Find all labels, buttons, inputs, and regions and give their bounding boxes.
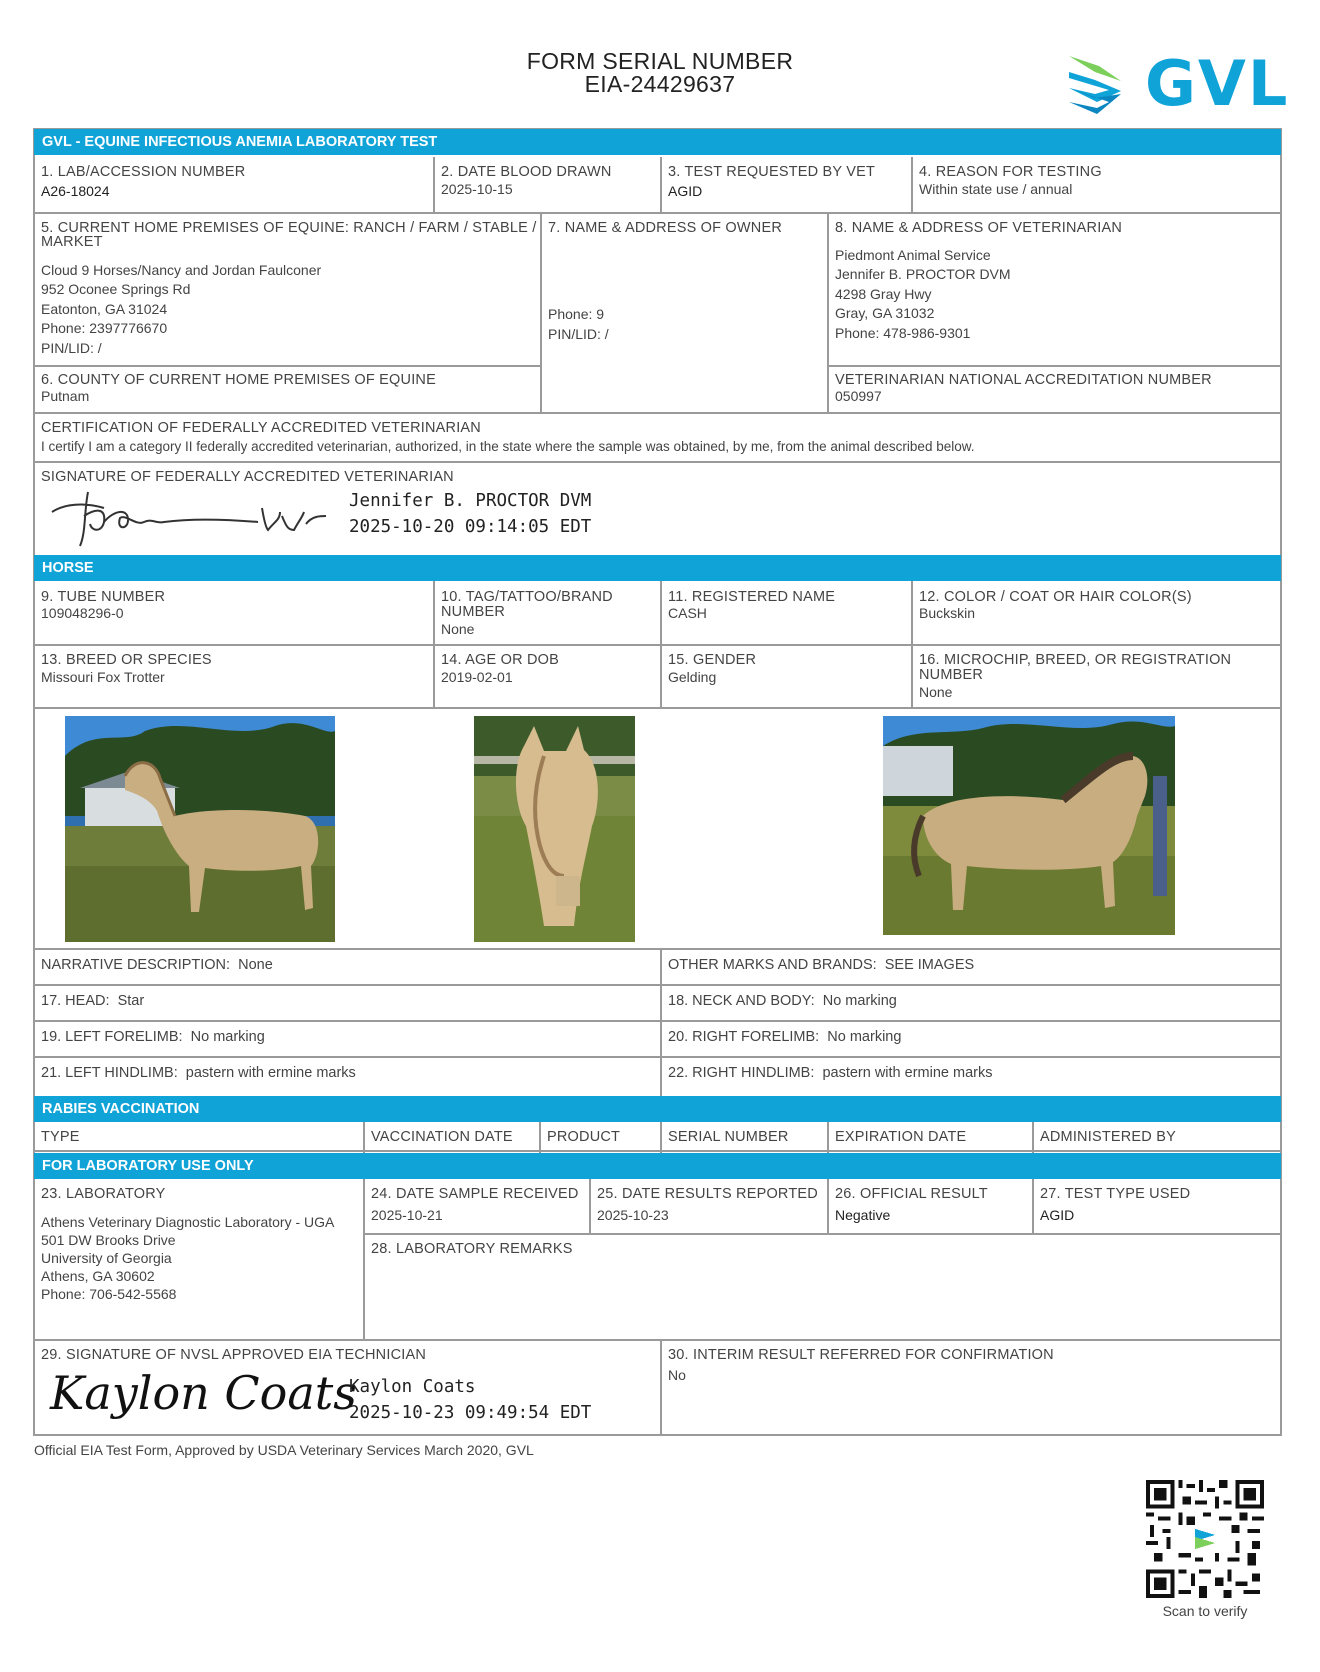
divider [660, 1122, 662, 1153]
section-horse-header: HORSE [34, 555, 1281, 581]
f5-label-line2: MARKET [41, 234, 103, 250]
f26-label: 26. OFFICIAL RESULT [835, 1186, 988, 1202]
owner-pin: PIN/LID: / [548, 326, 609, 342]
other-marks [668, 958, 974, 973]
owner-phone: Phone: 9 [548, 306, 605, 322]
divider [34, 948, 1281, 950]
technician-signature-timestamp: 2025-10-23 09:49:54 EDT [349, 1403, 592, 1423]
divider [363, 1233, 1281, 1235]
f6-value: Putnam [41, 388, 90, 404]
divider [827, 1179, 829, 1233]
form-footer-text: Official EIA Test Form, Approved by USDA Veterinary Services March 2020, GVL [34, 1442, 534, 1458]
divider [660, 581, 662, 707]
premises-line: 952 Oconee Springs Rd [41, 281, 191, 297]
rabies-col-administered-by: ADMINISTERED BY [1040, 1129, 1176, 1145]
scan-to-verify-label: Scan to verify [1162, 1603, 1248, 1619]
divider [363, 1122, 365, 1153]
vet-handwritten-signature [44, 482, 344, 550]
laboratory-line: 501 DW Brooks Drive [41, 1232, 176, 1248]
divider [34, 644, 1281, 646]
vet-address-line: Jennifer B. PROCTOR DVM [835, 266, 1011, 282]
verification-qr-code[interactable] [1146, 1480, 1264, 1598]
f2-label: 2. DATE BLOOD DRAWN [441, 164, 612, 180]
f9-value: 109048296-0 [41, 605, 124, 621]
divider [539, 1122, 541, 1153]
f13-label: 13. BREED OR SPECIES [41, 652, 212, 668]
accreditation-label: VETERINARIAN NATIONAL ACCREDITATION NUMBER [835, 372, 1212, 388]
f9-label: 9. TUBE NUMBER [41, 589, 166, 605]
head-marking [41, 994, 144, 1009]
f18-value: No marking [822, 993, 897, 1009]
f23-label: 23. LABORATORY [41, 1186, 166, 1202]
f29-label: 29. SIGNATURE OF NVSL APPROVED EIA TECHNICIAN [41, 1347, 427, 1363]
divider [34, 984, 1281, 986]
divider [363, 1179, 365, 1339]
f30-value: No [668, 1367, 686, 1383]
f1-label: 1. LAB/ACCESSION NUMBER [41, 164, 246, 180]
narrative-label: NARRATIVE DESCRIPTION: [41, 957, 231, 973]
divider [34, 212, 1281, 214]
f19-label: 19. LEFT FORELIMB: [41, 1029, 183, 1045]
rabies-col-serial-number: SERIAL NUMBER [668, 1129, 789, 1145]
narrative-value: None [238, 957, 273, 973]
divider [34, 1339, 1281, 1341]
f1-value: A26-18024 [41, 183, 110, 199]
f20-value: No marking [827, 1029, 902, 1045]
gvl-logo [1065, 47, 1290, 120]
f19-value: No marking [190, 1029, 265, 1045]
divider [34, 1150, 1281, 1152]
divider [589, 1179, 591, 1233]
f16-label-line1: 16. MICROCHIP, BREED, OR REGISTRATION [919, 652, 1232, 668]
f14-value: 2019-02-01 [441, 669, 513, 685]
section-lab-header: FOR LABORATORY USE ONLY [34, 1153, 1281, 1179]
rabies-col-expiration-date: EXPIRATION DATE [835, 1129, 967, 1145]
f17-value: Star [117, 993, 145, 1009]
f10-value: None [441, 621, 475, 637]
vet-address-line: 4298 Gray Hwy [835, 286, 932, 302]
premises-line: Cloud 9 Horses/Nancy and Jordan Faulconer [41, 262, 322, 278]
f11-value: CASH [668, 605, 707, 621]
f15-label: 15. GENDER [668, 652, 757, 668]
laboratory-line: Athens, GA 30602 [41, 1268, 155, 1284]
f22-value: pastern with ermine marks [822, 1065, 993, 1081]
f8-label: 8. NAME & ADDRESS OF VETERINARIAN [835, 220, 1122, 236]
f24-label: 24. DATE SAMPLE RECEIVED [371, 1186, 579, 1202]
divider [911, 581, 913, 707]
divider [1032, 1179, 1034, 1233]
laboratory-line: Phone: 706-542-5568 [41, 1286, 177, 1302]
laboratory-line: Athens Veterinary Diagnostic Laboratory - UGA [41, 1214, 335, 1230]
f6-label: 6. COUNTY OF CURRENT HOME PREMISES OF EQUINE [41, 372, 436, 388]
divider [34, 1056, 1281, 1058]
section-rabies-header: RABIES VACCINATION [34, 1096, 1281, 1122]
vet-address-line: Gray, GA 31032 [835, 305, 935, 321]
divider [34, 461, 1281, 463]
right-hindlimb-marking [668, 1066, 992, 1081]
premises-line: Phone: 2397776670 [41, 320, 168, 336]
f16-value: None [919, 684, 953, 700]
f15-value: Gelding [668, 669, 717, 685]
divider [660, 1339, 662, 1436]
divider [433, 157, 435, 212]
right-forelimb-marking [668, 1030, 901, 1045]
divider [828, 365, 1281, 367]
left-hindlimb-marking [41, 1066, 356, 1081]
left-forelimb-marking [41, 1030, 265, 1045]
form-serial-number: EIA-24429637 [584, 71, 736, 97]
f16-label-line2: NUMBER [919, 667, 984, 683]
divider [34, 707, 1281, 709]
horse-photo-front [474, 716, 635, 942]
divider [34, 1020, 1281, 1022]
f30-label: 30. INTERIM RESULT REFERRED FOR CONFIRMATION [668, 1347, 1054, 1363]
divider [660, 948, 662, 1096]
certification-text: I certify I am a category II federally accredited veterinarian, authorized, in the state where the sample was obtained, by me, from the animal described below. [41, 439, 975, 454]
f3-value: AGID [668, 183, 703, 199]
f25-value: 2025-10-23 [597, 1207, 669, 1223]
gvl-logo-icon [1065, 48, 1135, 120]
rabies-col-vaccination-date: VACCINATION DATE [371, 1129, 513, 1145]
narrative-description [41, 958, 273, 973]
certification-label: CERTIFICATION OF FEDERALLY ACCREDITED VETERINARIAN [41, 420, 481, 436]
section-test-header: GVL - EQUINE INFECTIOUS ANEMIA LABORATORY TEST [34, 129, 1281, 155]
vet-address-line: Phone: 478-986-9301 [835, 325, 971, 341]
horse-photo-right-side [883, 716, 1175, 935]
divider [660, 157, 662, 212]
f21-value: pastern with ermine marks [185, 1065, 356, 1081]
f28-label: 28. LABORATORY REMARKS [371, 1241, 573, 1257]
f24-value: 2025-10-21 [371, 1207, 443, 1223]
f12-label: 12. COLOR / COAT OR HAIR COLOR(S) [919, 589, 1192, 605]
f4-label: 4. REASON FOR TESTING [919, 164, 1102, 180]
other-marks-label: OTHER MARKS AND BRANDS: [668, 957, 877, 973]
f22-label: 22. RIGHT HINDLIMB: [668, 1065, 815, 1081]
premises-line: Eatonton, GA 31024 [41, 301, 168, 317]
divider [827, 1122, 829, 1153]
vet-signature-label: SIGNATURE OF FEDERALLY ACCREDITED VETERINARIAN [41, 469, 454, 485]
horse-photo-left-side [65, 716, 335, 942]
technician-signature-name: Kaylon Coats [349, 1377, 476, 1397]
f27-label: 27. TEST TYPE USED [1040, 1186, 1191, 1202]
f27-value: AGID [1040, 1207, 1075, 1223]
laboratory-line: University of Georgia [41, 1250, 172, 1266]
f12-value: Buckskin [919, 605, 976, 621]
form-serial-label: FORM SERIAL NUMBER [526, 48, 794, 74]
vet-address-line: Piedmont Animal Service [835, 247, 991, 263]
f17-label: 17. HEAD: [41, 993, 110, 1009]
f7-label: 7. NAME & ADDRESS OF OWNER [548, 220, 783, 236]
divider [34, 412, 1281, 414]
divider [540, 212, 542, 412]
f26-value: Negative [835, 1207, 891, 1223]
other-marks-value: SEE IMAGES [884, 957, 975, 973]
f11-label: 11. REGISTERED NAME [668, 589, 836, 605]
vet-signature-timestamp: 2025-10-20 09:14:05 EDT [349, 517, 592, 537]
rabies-col-type: TYPE [41, 1129, 80, 1145]
f5-label-line1: 5. CURRENT HOME PREMISES OF EQUINE: RANCH / FARM / STABLE / [41, 220, 537, 236]
f18-label: 18. NECK AND BODY: [668, 993, 815, 1009]
divider [827, 212, 829, 412]
f20-label: 20. RIGHT FORELIMB: [668, 1029, 820, 1045]
f21-label: 21. LEFT HINDLIMB: [41, 1065, 178, 1081]
premises-line: PIN/LID: / [41, 340, 102, 356]
technician-handwritten-signature: Kaylon Coats [50, 1366, 357, 1420]
f10-label-line2: NUMBER [441, 604, 506, 620]
divider [1032, 1122, 1034, 1153]
f3-label: 3. TEST REQUESTED BY VET [668, 164, 876, 180]
vet-signature-name: Jennifer B. PROCTOR DVM [349, 491, 592, 511]
divider [911, 157, 913, 212]
divider [433, 581, 435, 707]
f25-label: 25. DATE RESULTS REPORTED [597, 1186, 818, 1202]
f10-label-line1: 10. TAG/TATTOO/BRAND [441, 589, 613, 605]
divider [34, 365, 541, 367]
f2-value: 2025-10-15 [441, 181, 513, 197]
gvl-logo-text: GVL [1145, 47, 1290, 120]
rabies-col-product: PRODUCT [547, 1129, 621, 1145]
f13-value: Missouri Fox Trotter [41, 669, 165, 685]
f14-label: 14. AGE OR DOB [441, 652, 560, 668]
f4-value: Within state use / annual [919, 181, 1073, 197]
neck-body-marking [668, 994, 897, 1009]
accreditation-value: 050997 [835, 388, 882, 404]
